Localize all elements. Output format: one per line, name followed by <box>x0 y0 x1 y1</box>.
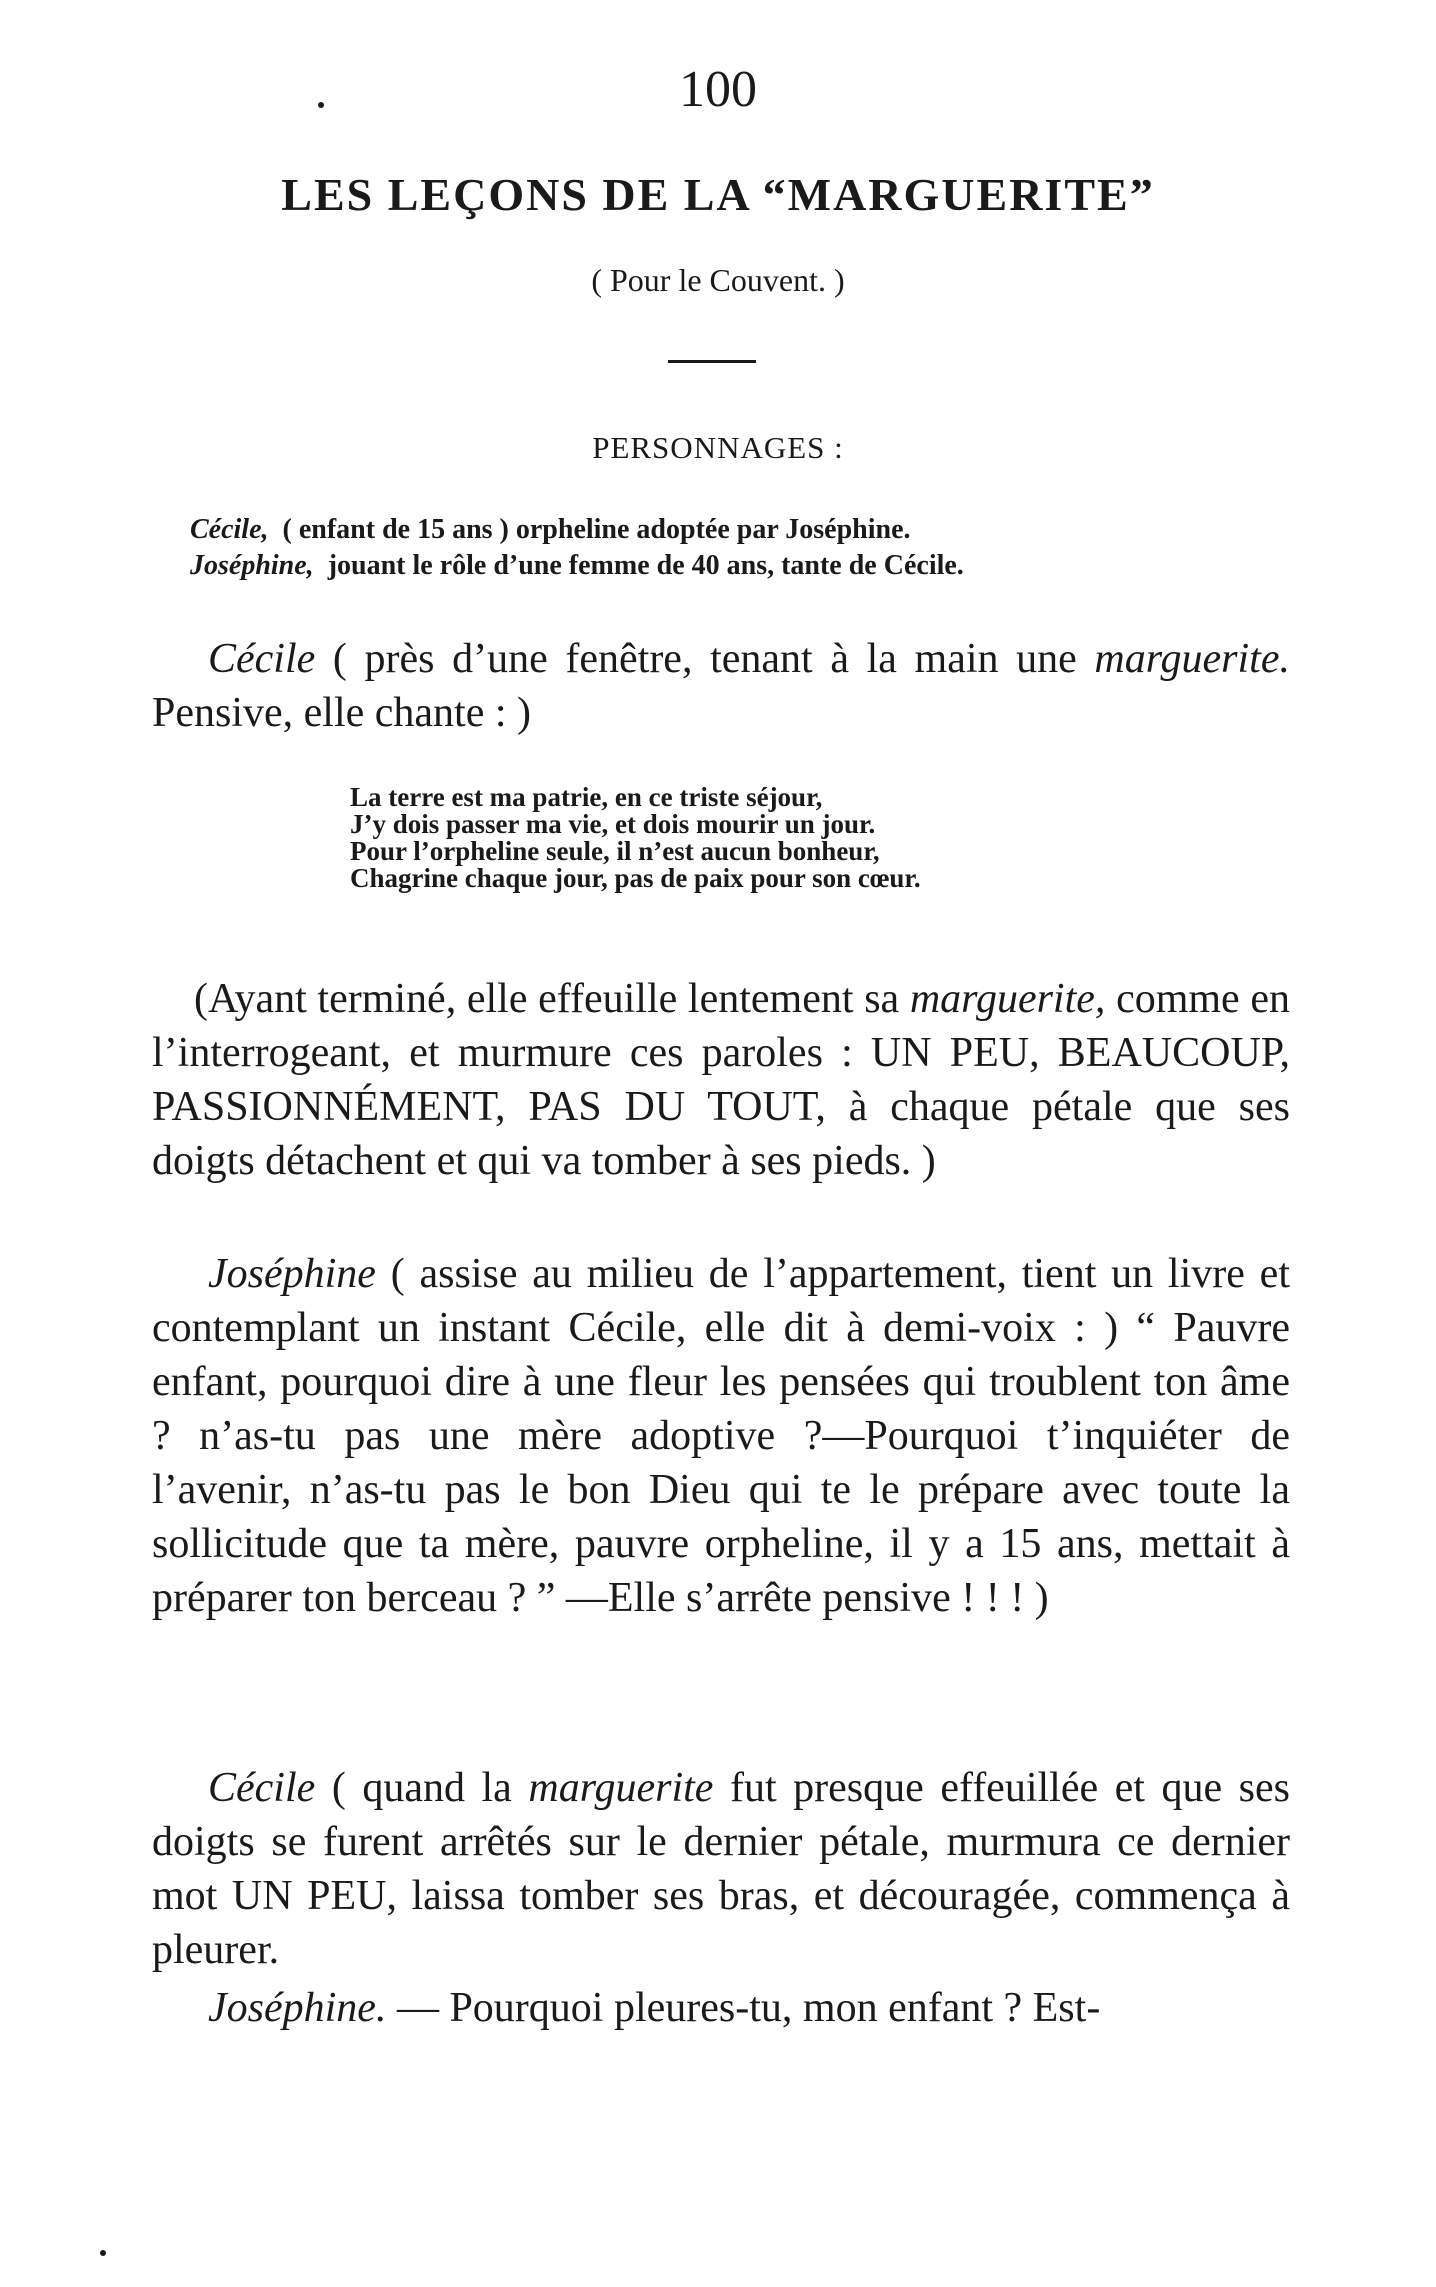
character-description: ( enfant de 15 ans ) orpheline adoptée par Joséphine. <box>282 514 911 545</box>
character-name: Joséphine, <box>190 550 314 581</box>
song-line: La terre est ma patrie, en ce triste séjour, <box>350 782 823 812</box>
paragraph-text: — Pourquoi pleures-tu, mon enfant ? Est- <box>386 1985 1101 2031</box>
emphasis-text: marguerite <box>528 1765 714 1811</box>
paragraph-text: (Ayant terminé, elle effeuille lentement sa <box>194 976 910 1022</box>
paragraph-stage-direction <box>152 972 1290 1188</box>
paragraph-cecile <box>152 1761 1290 1977</box>
direction-text: Pensive, elle chante : ) <box>152 690 532 736</box>
print-speck <box>100 2250 106 2256</box>
speaker-name: Cécile <box>208 636 316 682</box>
character-josephine <box>190 550 964 582</box>
paragraph-text: fut presque effeuillée et que ses doigts se furent arrêtés sur le dernier pétale, murmura ce dernier mot UN PEU, laissa tomber ses bras, et découragée, commença à pleurer. <box>152 1765 1290 1973</box>
subtitle: ( Pour le Couvent. ) <box>591 262 845 298</box>
emphasis-text: marguerite. <box>1094 636 1290 682</box>
speaker-name: Cécile <box>208 1765 316 1811</box>
page-title: LES LEÇONS DE LA “MARGUERITE” <box>281 169 1155 220</box>
divider <box>668 360 756 363</box>
emphasis-text: marguerite, <box>909 976 1106 1022</box>
page-number: 100 <box>679 61 757 118</box>
paragraph-text: ( assise au milieu de l’appartement, tient un livre et contemplant un instant Cécile, elle dit à demi-voix : ) “ Pauvre enfant, pourquoi dire à une fleur les pensées qui troublent ton âme ? n’as-tu pas une mère adoptive ?—Pourquoi t’inquiéter de l’avenir, n’as-tu pas le bon Dieu qui te le prépare avec toute la sollicitude que ta mère, pauvre orpheline, il y a 15 ans, mettait à préparer ton berceau ? ” —Elle s’arrête pensive ! ! ! ) <box>152 1251 1290 1621</box>
paragraph-text: ( quand la <box>315 1765 529 1811</box>
song-line: Chagrine chaque jour, pas de paix pour son cœur. <box>350 863 921 893</box>
paragraph-josephine-dialogue <box>208 1981 1308 2035</box>
song-line: J’y dois passer ma vie, et dois mourir un jour. <box>350 809 876 839</box>
paragraph-text: comme en l’interrogeant, et murmure ces paroles : UN PEU, BEAUCOUP, PASSIONNÉMENT, PAS DU TOUT, à chaque pétale que ses doigts détachent et qui va tomber à ses pieds. ) <box>152 976 1290 1184</box>
character-description: jouant le rôle d’une femme de 40 ans, tante de Cécile. <box>327 550 964 581</box>
speaker-name: Joséphine <box>208 1251 376 1297</box>
characters-heading: PERSONNAGES : <box>592 430 844 465</box>
paragraph-josephine <box>152 1247 1290 1625</box>
character-name: Cécile, <box>190 514 269 545</box>
song-verse <box>350 784 921 892</box>
stage-direction-intro <box>152 632 1290 740</box>
song-line: Pour l’orpheline seule, il n’est aucun bonheur, <box>350 836 880 866</box>
direction-text: ( près d’une fenêtre, tenant à la main une <box>315 636 1095 682</box>
character-cecile <box>190 514 911 546</box>
speaker-name: Joséphine. <box>208 1985 387 2031</box>
